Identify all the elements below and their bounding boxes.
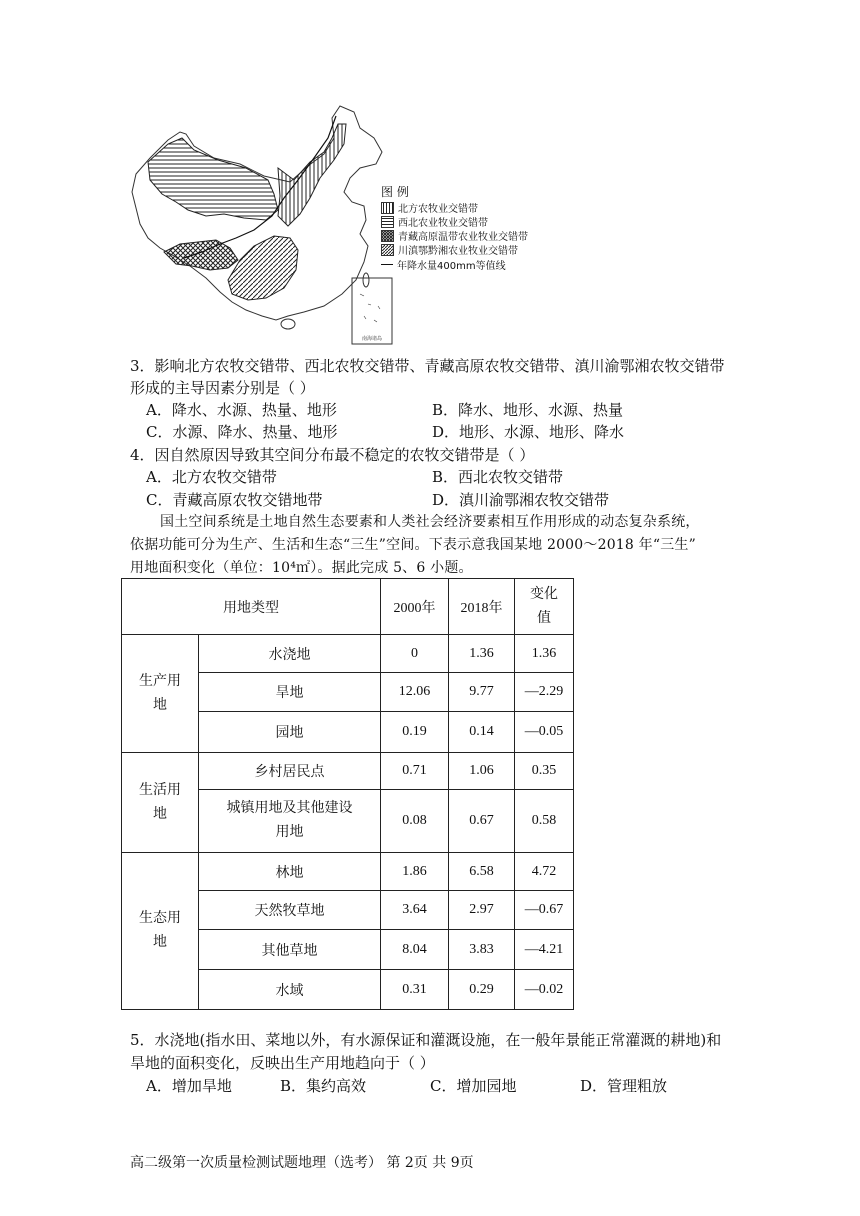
intro-line2: 依据功能可分为生产、生活和生态“三生”空间。下表示意我国某地 2000～2018 年“三生” — [130, 537, 696, 553]
q3-option-d: D．地形、水源、地形、降水 — [432, 423, 625, 441]
q4-option-c: C．青藏高原农牧交错地带 — [146, 491, 323, 509]
q5-option-a: A．增加旱地 — [146, 1077, 232, 1095]
legend-item-southwest: 川滇鄂黔湘农业牧业交错带 — [381, 242, 518, 257]
inset-islands — [360, 294, 380, 322]
cell-2000: 0.19 — [381, 712, 449, 753]
q5-option-b: B．集约高效 — [280, 1077, 367, 1095]
cell-2018: 6.58 — [449, 853, 515, 891]
qinghai-tibet-belt — [164, 240, 238, 270]
cell-type: 水域 — [199, 970, 381, 1010]
header-2018: 2018年 — [449, 579, 515, 635]
q3-option-a: A．降水、水源、热量、地形 — [146, 401, 337, 419]
cell-2018: 0.14 — [449, 712, 515, 753]
cell-2018: 1.36 — [449, 635, 515, 673]
table-row — [122, 853, 574, 891]
cell-change: —0.02 — [515, 970, 574, 1010]
taiwan-island — [363, 273, 369, 287]
cell-2018: 0.29 — [449, 970, 515, 1010]
cell-type: 其他草地 — [199, 930, 381, 970]
intro-line3: 用地面积变化（单位：10⁴㎡）。据此完成 5、6 小题。 — [130, 560, 473, 576]
cell-2018: 1.06 — [449, 753, 515, 790]
cell-2018: 2.97 — [449, 891, 515, 930]
table-row — [122, 635, 574, 673]
cell-2000: 12.06 — [381, 673, 449, 712]
group-living: 生活用地 — [122, 753, 199, 853]
cell-change: 4.72 — [515, 853, 574, 891]
q4-option-a: A．北方农牧交错带 — [146, 468, 277, 486]
cell-2000: 0.71 — [381, 753, 449, 790]
cell-change: 0.58 — [515, 790, 574, 853]
cell-change: 0.35 — [515, 753, 574, 790]
q3-stem-line1: 3．影响北方农牧交错带、西北农牧交错带、青藏高原农牧交错带、滇川渝鄂湘农牧交错带 — [130, 357, 725, 375]
inset-label: 南海诸岛 — [361, 336, 383, 342]
intro-line1: 国土空间系统是土地自然生态要素和人类社会经济要素相互作用形成的动态复杂系统， — [160, 514, 700, 530]
legend-item-isoline: 年降水量400mm等值线 — [381, 257, 506, 272]
cell-2000: 1.86 — [381, 853, 449, 891]
cell-type: 园地 — [199, 712, 381, 753]
cell-2000: 0 — [381, 635, 449, 673]
cell-type: 天然牧草地 — [199, 891, 381, 930]
cell-2000: 0.08 — [381, 790, 449, 853]
q5-stem-line1: 5．水浇地(指水田、菜地以外，有水源保证和灌溉设施，在一般年景能正常灌溉的耕地)和 — [130, 1031, 722, 1049]
cell-2018: 3.83 — [449, 930, 515, 970]
group-production: 生产用地 — [122, 635, 199, 753]
cell-type: 旱地 — [199, 673, 381, 712]
cell-change: —2.29 — [515, 673, 574, 712]
header-type: 用地类型 — [122, 579, 381, 635]
q4-stem: 4．因自然原因导致其空间分布最不稳定的农牧交错带是（ ） — [130, 446, 535, 464]
table-row — [122, 753, 574, 790]
diagonal-hatch-swatch — [381, 244, 394, 256]
cell-type: 乡村居民点 — [199, 753, 381, 790]
isoline-swatch — [381, 264, 393, 265]
q5-option-d: D．管理粗放 — [580, 1077, 668, 1095]
horizontal-hatch-swatch — [381, 216, 394, 228]
crosshatch-swatch — [381, 230, 394, 242]
cell-type: 林地 — [199, 853, 381, 891]
legend-item-north: 北方农牧业交错带 — [381, 200, 478, 215]
cell-2000: 8.04 — [381, 930, 449, 970]
south-china-sea-inset — [352, 278, 392, 344]
cell-2000: 0.31 — [381, 970, 449, 1010]
cell-type: 水浇地 — [199, 635, 381, 673]
table-header-row — [122, 579, 574, 635]
header-2000: 2000年 — [381, 579, 449, 635]
q4-option-d: D．滇川渝鄂湘农牧交错带 — [432, 491, 610, 509]
cell-2018: 0.67 — [449, 790, 515, 853]
cell-2000: 3.64 — [381, 891, 449, 930]
legend-item-northwest: 西北农业牧业交错带 — [381, 214, 488, 229]
cell-type: 城镇用地及其他建设用地 — [199, 790, 381, 853]
page-footer: 高二级第一次质量检测试题地理（选考） 第 2页 共 9页 — [130, 1155, 474, 1171]
q5-option-c: C．增加园地 — [430, 1077, 517, 1095]
north-belt — [278, 124, 346, 226]
q3-option-c: C．水源、降水、热量、地形 — [146, 423, 338, 441]
q4-option-b: B．西北农牧交错带 — [432, 468, 564, 486]
legend-item-qinghai-tibet: 青藏高原温带农业牧业交错带 — [381, 228, 528, 243]
cell-change: 1.36 — [515, 635, 574, 673]
cell-change: —4.21 — [515, 930, 574, 970]
cell-change: —0.67 — [515, 891, 574, 930]
header-change: 变化值 — [515, 579, 574, 635]
land-use-table — [121, 578, 574, 1010]
vertical-hatch-swatch — [381, 202, 394, 214]
q3-option-b: B．降水、地形、水源、热量 — [432, 401, 624, 419]
q3-stem-line2: 形成的主导因素分别是（ ） — [130, 379, 315, 397]
southwest-belt — [228, 236, 298, 300]
northwest-belt — [148, 138, 278, 220]
q5-stem-line2: 旱地的面积变化，反映出生产用地趋向于（ ） — [130, 1054, 435, 1072]
hainan-island — [281, 319, 295, 329]
cell-change: —0.05 — [515, 712, 574, 753]
legend-title: 图 例 — [381, 185, 409, 199]
group-ecology: 生态用地 — [122, 853, 199, 1010]
cell-2018: 9.77 — [449, 673, 515, 712]
